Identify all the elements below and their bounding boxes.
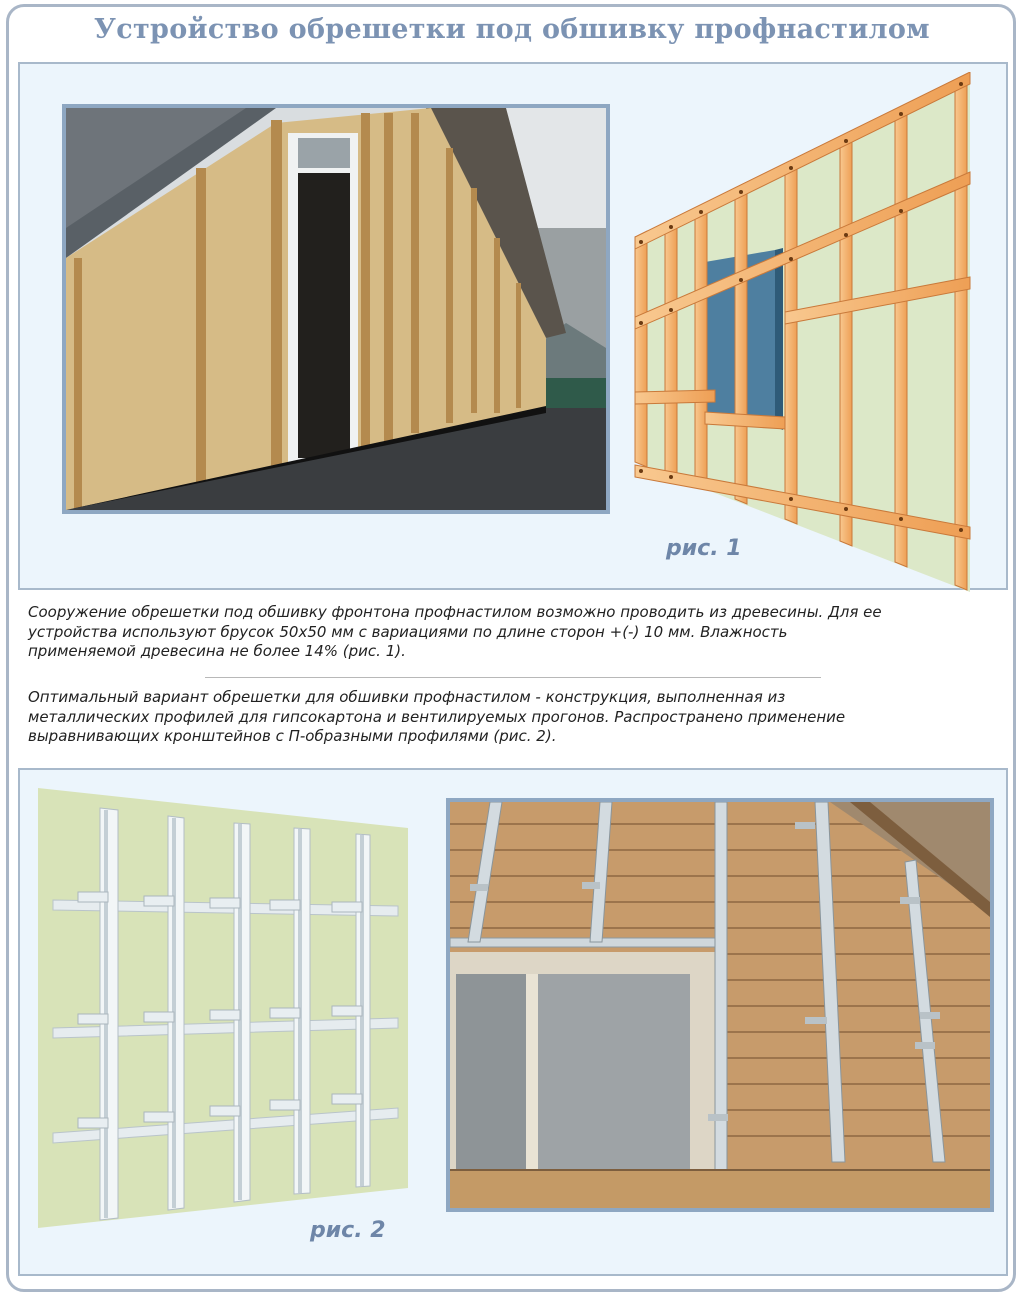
osb-wall-photo (62, 104, 610, 514)
figure-2-panel (18, 768, 1008, 1276)
paragraph-2-line-3: выравнивающих кронштейнов с П-образными профилями (рис. 2). (28, 727, 557, 745)
paragraph-1-line-3: применяемой древесина не более 14% (рис. 1). (28, 642, 406, 660)
paragraph-1-line-2: устройства используют брусок 50х50 мм с вариациями по длине сторон +(-) 10 мм. Влажность (28, 622, 788, 641)
figure-1-panel (18, 62, 1008, 590)
metal-profile-photo (446, 798, 994, 1212)
text-divider (205, 677, 821, 678)
metal-profile-drawing (38, 788, 408, 1228)
paragraph-2-line-2: металлических профилей для гипсокартона и вентилируемых прогонов. Распространено применение (28, 707, 846, 726)
paragraph-1-line-1: Сооружение обрешетки под обшивку фронтона профнастилом возможно проводить из древесины. Для ее (28, 603, 882, 621)
paragraph-metal-lathing (28, 688, 1003, 747)
paragraph-wood-lathing (28, 603, 1003, 662)
paragraph-2-line-1: Оптимальный вариант обрешетки для обшивки профнастилом - конструкция, выполненная из (28, 688, 786, 706)
figure-1-caption: рис. 1 (666, 536, 742, 561)
timber-lathing-drawing (625, 72, 975, 592)
page-title: Устройство обрешетки под обшивку профнастилом (94, 14, 930, 45)
figure-2-caption: рис. 2 (310, 1218, 386, 1243)
